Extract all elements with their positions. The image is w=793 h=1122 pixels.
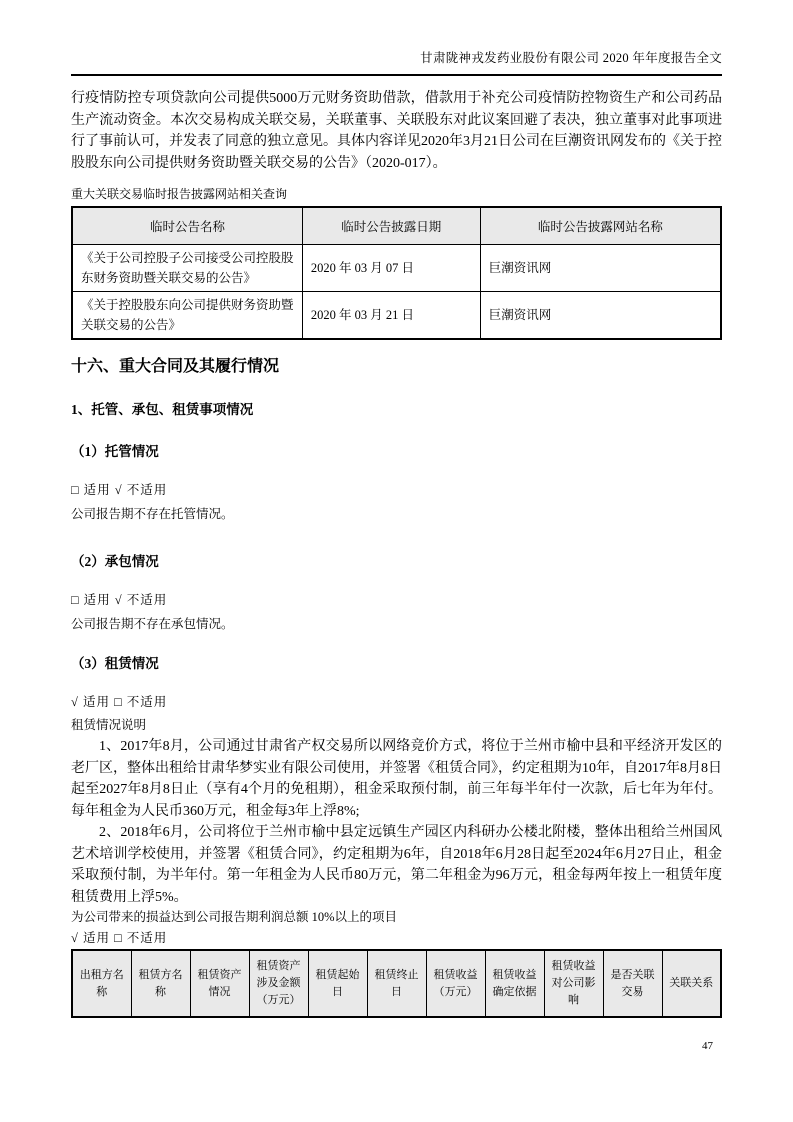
page-number: 47 bbox=[702, 1040, 713, 1052]
subsection-1-title: 1、托管、承包、租赁事项情况 bbox=[71, 402, 254, 417]
lease-table bbox=[71, 949, 722, 1018]
leasing-paragraph-2: 2、2018年6月，公司将位于兰州市榆中县定远镇生产园区内科研办公楼北附楼，整体出租给兰州国风艺术培训学校使用，并签署《租赁合同》，约定租期为6年，自2018年6月28日起至2024年6月27日止，租金采取预付制，为半年付。第一年租金为人民币80万元，第二年租金为96万元，租金每两年按上一租赁年度租赁费用上浮5%。 bbox=[71, 825, 722, 905]
lease-column-header-end-date: 租赁终止日 bbox=[367, 950, 426, 1017]
table-cell-disclosure-date: 2020 年 03 月 07 日 bbox=[302, 245, 480, 292]
leasing-paragraph-1: 1、2017年8月，公司通过甘肃省产权交易所以网络竞价方式，将位于兰州市榆中县和平经济开发区的老厂区，整体出租给甘肃华梦实业有限公司使用，并签署《租赁合同》，约定租期为10年，自2017年8月8日起至2027年8月8日止（享有4个月的免租期），租金采取预付制，前三年每半年付一次款，后七年为年付。每年租金为人民币360万元，租金每3年上浮8%; bbox=[71, 739, 722, 819]
table-cell-disclosure-date: 2020 年 03 月 21 日 bbox=[302, 292, 480, 340]
table-cell-disclosure-website: 巨潮资讯网 bbox=[480, 245, 721, 292]
contracting-note: 公司报告期不存在承包情况。 bbox=[71, 617, 234, 631]
contracting-title: （2）承包情况 bbox=[71, 554, 159, 569]
disclosure-table-caption: 重大关联交易临时报告披露网站相关查询 bbox=[71, 187, 288, 201]
disclosure-table-header-row bbox=[72, 207, 721, 245]
lease-column-header-lessor-name: 出租方名称 bbox=[72, 950, 131, 1017]
lease-column-header-start-date: 租赁起始日 bbox=[308, 950, 367, 1017]
lease-column-header-asset-amount: 租赁资产涉及金额（万元） bbox=[249, 950, 308, 1017]
lease-column-header-relationship: 关联关系 bbox=[662, 950, 721, 1017]
lease-column-header-income: 租赁收益（万元） bbox=[426, 950, 485, 1017]
leasing-title: （3）租赁情况 bbox=[71, 656, 159, 671]
contracting-applicability: □ 适用 √ 不适用 bbox=[71, 593, 168, 607]
section-16-title: 十六、重大合同及其履行情况 bbox=[71, 358, 280, 375]
column-header-disclosure-website: 临时公告披露网站名称 bbox=[480, 207, 721, 245]
table-cell-disclosure-website: 巨潮资讯网 bbox=[480, 292, 721, 340]
lease-column-header-income-basis: 租赁收益确定依据 bbox=[485, 950, 544, 1017]
table-cell-announcement-name: 《关于公司控股子公司接受公司控股股东财务资助暨关联交易的公告》 bbox=[72, 245, 302, 292]
profit-threshold-applicability: √ 适用 □ 不适用 bbox=[71, 931, 168, 945]
custody-note: 公司报告期不存在托管情况。 bbox=[71, 507, 234, 521]
table-row bbox=[72, 245, 721, 292]
lease-column-header-related-transaction: 是否关联交易 bbox=[603, 950, 662, 1017]
table-cell-announcement-name: 《关于控股股东向公司提供财务资助暨关联交易的公告》 bbox=[72, 292, 302, 340]
profit-threshold-label: 为公司带来的损益达到公司报告期利润总额 10%以上的项目 bbox=[71, 910, 398, 924]
disclosure-table bbox=[71, 206, 722, 340]
lease-table-header-row bbox=[72, 950, 721, 1017]
column-header-announcement-name: 临时公告名称 bbox=[72, 207, 302, 245]
custody-applicability: □ 适用 √ 不适用 bbox=[71, 483, 168, 497]
header-divider bbox=[71, 74, 722, 76]
lease-column-header-company-impact: 租赁收益对公司影响 bbox=[544, 950, 603, 1017]
column-header-disclosure-date: 临时公告披露日期 bbox=[302, 207, 480, 245]
page-header-title: 甘肃陇神戎发药业股份有限公司 2020 年年度报告全文 bbox=[420, 51, 722, 65]
intro-paragraph: 行疫情防控专项贷款向公司提供5000万元财务资助借款，借款用于补充公司疫情防控物资生产和公司药品生产流动资金。本次交易构成关联交易，关联董事、关联股东对此议案回避了表决，独立董事对此事项进行了事前认可，并发表了同意的独立意见。具体内容详见2020年3月21日公司在巨潮资讯网发布的《关于控股股东向公司提供财务资助暨关联交易的公告》（2020-017）。 bbox=[71, 91, 722, 171]
lease-column-header-asset-status: 租赁资产情况 bbox=[190, 950, 249, 1017]
leasing-applicability: √ 适用 □ 不适用 bbox=[71, 695, 168, 709]
leasing-note-label: 租赁情况说明 bbox=[71, 718, 147, 732]
custody-title: （1）托管情况 bbox=[71, 444, 159, 459]
lease-column-header-lessee-name: 租赁方名称 bbox=[131, 950, 190, 1017]
table-row bbox=[72, 292, 721, 340]
